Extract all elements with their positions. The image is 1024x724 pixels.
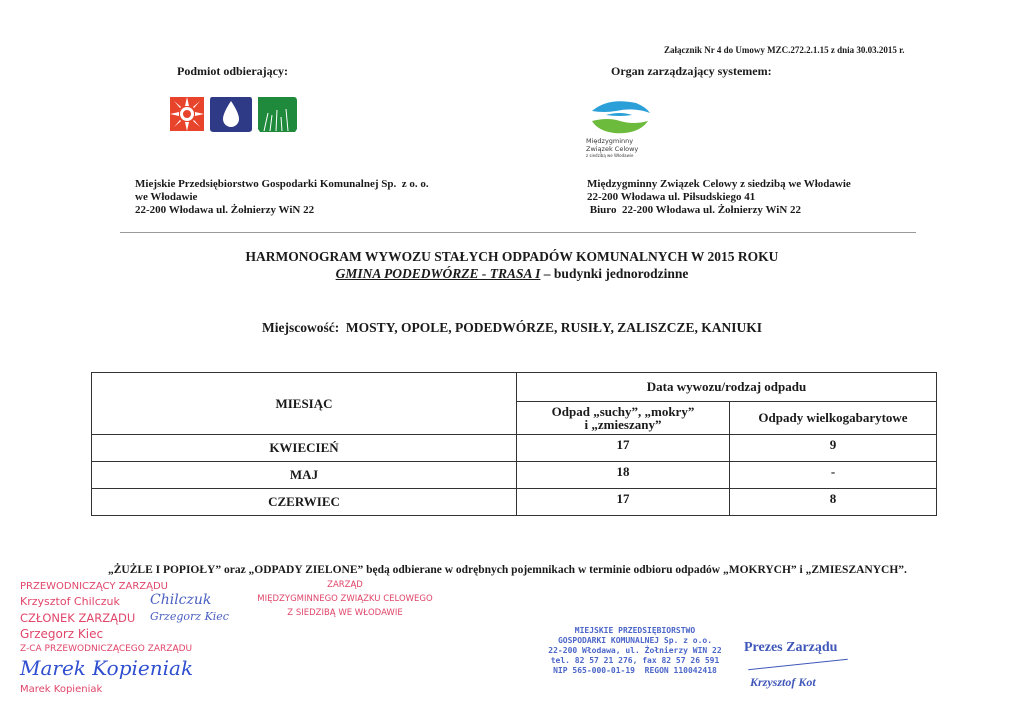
company-stamp-line: MIEJSKIE PRZEDSIĘBIORSTWO [574, 626, 696, 635]
stamp-board-member: CZŁONEK ZARZĄDU [20, 611, 136, 625]
table-row [92, 489, 937, 516]
authority-label: Organ zarządzający systemem: [611, 64, 772, 78]
bulky-date-cell: 9 [730, 435, 937, 462]
company-stamp [540, 626, 730, 676]
president-title: Prezes Zarządu [744, 640, 838, 655]
header-collection-date: Data wywozu/rodzaj odpadu [517, 373, 937, 402]
mpgk-logo [168, 95, 298, 135]
company-stamp-line: 22-200 Włodawa, ul. Żołnierzy WIN 22 [548, 646, 722, 655]
header-bulky-waste: Odpady wielkogabarytowe [730, 402, 937, 435]
document-subtitle [0, 266, 1024, 282]
recipient-address-line: 22-200 Włodawa ul. Żołnierzy WiN 22 [135, 204, 315, 216]
stamp-name-kopieniak: Marek Kopieniak [20, 684, 103, 695]
authority-address [587, 178, 851, 217]
stamp-name-kiec: Grzegorz Kiec [20, 627, 104, 641]
recipient-address-line: Miejskie Przedsiębiorstwo Gospodarki Komunalnej Sp. z o. o. [135, 178, 429, 190]
company-stamp-line: GOSPODARKI KOMUNALNEJ Sp. z o.o. [557, 636, 713, 645]
route-name: GMINA PODEDWÓRZE - TRASA I [335, 266, 541, 281]
header-mixed-line2: i „zmieszany” [584, 417, 662, 432]
president-signature-stroke [748, 659, 848, 670]
mixed-date-cell: 18 [517, 462, 730, 489]
water-drop-icon [210, 97, 252, 132]
stamp-board: ZARZĄD [327, 580, 363, 590]
annex-note: Załącznik Nr 4 do Umowy MZC.272.2.1.15 z dnia 30.03.2015 r. [664, 45, 905, 55]
month-cell: MAJ [92, 462, 517, 489]
recipient-address-line: we Włodawie [135, 191, 198, 203]
authority-address-line: Międzygminny Związek Celowy z siedzibą we Włodawie [587, 178, 851, 190]
stamp-chairman: PRZEWODNICZĄCY ZARZĄDU [20, 581, 168, 592]
authority-address-line: Biuro 22-200 Włodawa ul. Żołnierzy WiN 22 [587, 204, 802, 216]
signature-chilczuk: Chilczuk [150, 592, 212, 608]
stamp-name-chilczuk: Krzysztof Chilczuk [20, 595, 120, 608]
header-divider [120, 232, 916, 233]
header-month: MIESIĄC [92, 373, 517, 435]
building-type: – budynki jednorodzinne [540, 266, 689, 281]
stamp-deputy-chairman: Z-CA PRZEWODNICZĄCEGO ZARZĄDU [20, 644, 193, 654]
schedule-table [91, 372, 937, 516]
month-cell: CZERWIEC [92, 489, 517, 516]
table-row [92, 462, 937, 489]
table-row [92, 435, 937, 462]
logo-text-line3: z siedzibą we Włodawie [586, 153, 634, 158]
recipient-address [135, 178, 429, 217]
sun-icon [170, 97, 204, 131]
signature-kopieniak: Marek Kopieniak [20, 656, 194, 680]
collection-note: „ŻUŻLE I POPIOŁY” oraz „ODPADY ZIELONE” będą odbierane w odrębnych pojemnikach w terminie odbioru odpadów „MOKRYCH” i „ZMIESZANYCH”. [108, 564, 907, 576]
mzc-logo [586, 95, 656, 165]
stamp-board-org: MIĘDZYGMINNEGO ZWIĄZKU CELOWEGO [257, 594, 433, 604]
president-name: Krzysztof Kot [750, 675, 816, 689]
logo-text-line1: Międzygminny [586, 137, 634, 145]
signature-kiec: Grzegorz Kiec [150, 610, 229, 623]
stamp-board-seat: Z SIEDZIBĄ WE WŁODAWIE [287, 608, 403, 618]
recipient-label: Podmiot odbierający: [177, 64, 288, 78]
header-mixed-line1: Odpad „suchy”, „mokry” [551, 404, 695, 419]
wave-logo-icon [586, 95, 656, 137]
authority-address-line: 22-200 Włodawa ul. Piłsudskiego 41 [587, 191, 756, 203]
logo-text-line2: Związek Celowy [586, 145, 639, 153]
month-cell: KWIECIEŃ [92, 435, 517, 462]
header-mixed-waste [517, 402, 730, 435]
mixed-date-cell: 17 [517, 489, 730, 516]
bulky-date-cell: 8 [730, 489, 937, 516]
localities: Miejscowość: MOSTY, OPOLE, PODEDWÓRZE, RUSIŁY, ZALISZCZE, KANIUKI [261, 320, 763, 335]
document-title: HARMONOGRAM WYWOZU STAŁYCH ODPADÓW KOMUNALNYCH W 2015 ROKU [245, 249, 779, 264]
company-stamp-line: tel. 82 57 21 276, fax 82 57 26 591 [550, 656, 720, 665]
bulky-date-cell: - [730, 462, 937, 489]
company-stamp-line: NIP 565-000-01-19 REGON 110042418 [553, 666, 717, 675]
grass-icon [258, 97, 297, 132]
mixed-date-cell: 17 [517, 435, 730, 462]
